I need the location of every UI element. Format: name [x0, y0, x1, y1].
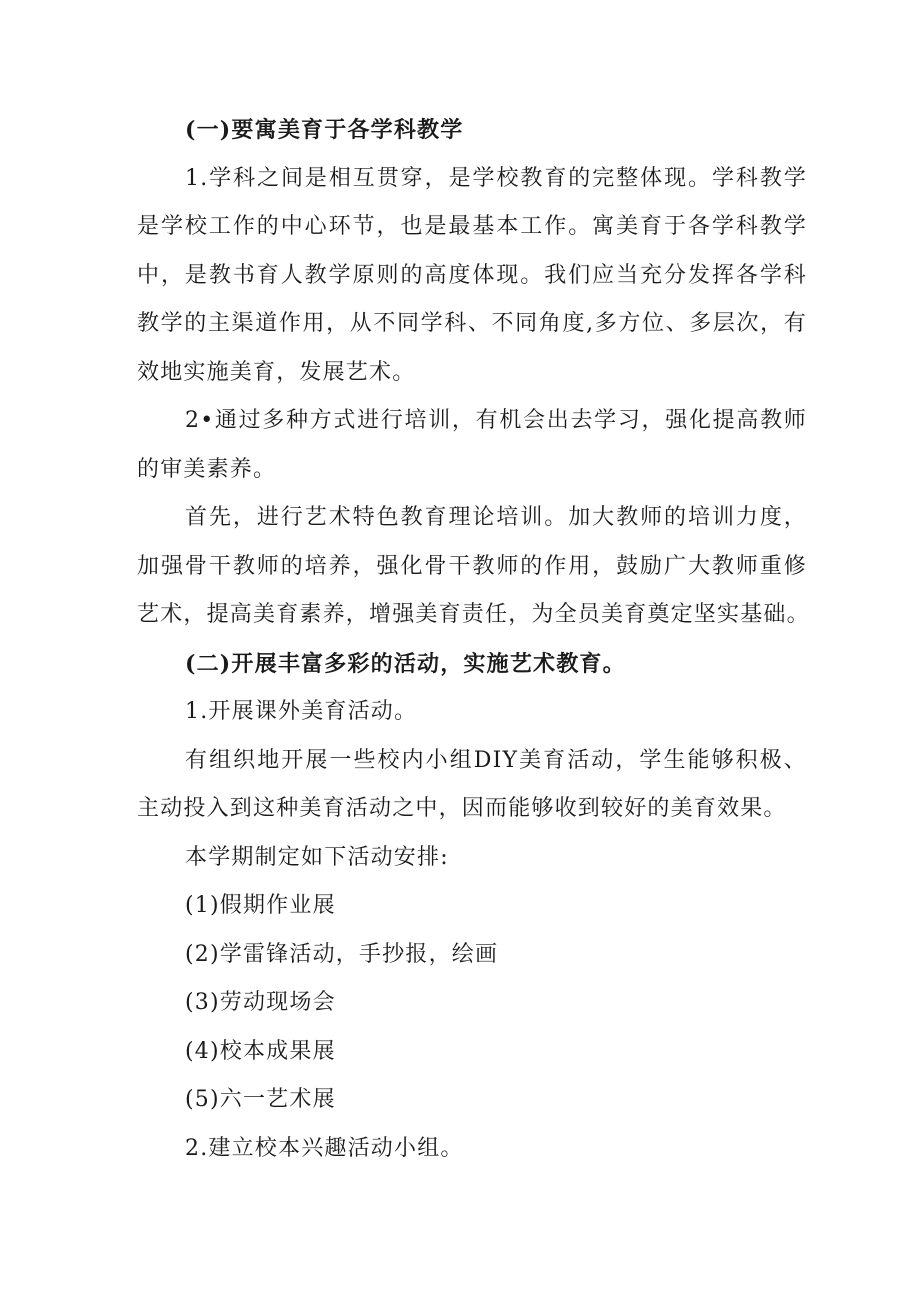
text-line: 主动投入到这种美育活动之中，因而能够收到较好的美育效果。	[137, 796, 787, 821]
text-line: 艺术，提高美育素养，增强美育责任，为全员美育奠定坚实基础。	[137, 602, 810, 627]
section-heading: (一)要寓美育于各学科教学	[185, 117, 464, 143]
text-line: 本学期制定如下活动安排:	[185, 844, 449, 870]
section-heading: (二)开展丰富多彩的活动，实施艺术教育。	[185, 650, 626, 677]
text-line: (2)学雷锋活动，手抄报，绘画	[185, 941, 499, 967]
text-line: 首先，进行艺术特色教育理论培训。加大教师的培训力度，	[185, 505, 807, 530]
text-line: 1.学科之间是相互贯穿，是学校教育的完整体现。学科教学	[185, 165, 807, 191]
text-line: 加强骨干教师的培养，强化骨干教师的作用，鼓励广大教师重修	[137, 553, 807, 579]
text-line: (4)校本成果展	[185, 1038, 336, 1064]
text-line: 2.建立校本兴趣活动小组。	[185, 1135, 464, 1161]
text-line: 有组织地开展一些校内小组DIY美育活动，学生能够积极、	[185, 747, 807, 773]
text-line: 的审美素养。	[137, 456, 277, 482]
document-body	[137, 106, 810, 1173]
text-line: (5)六一艺术展	[185, 1087, 336, 1112]
text-line: 教学的主渠道作用，从不同学科、不同角度,多方位、多层次，有	[137, 311, 807, 336]
text-line: 中，是教书育人教学原则的高度体现。我们应当充分发挥各学科	[137, 262, 807, 288]
text-line: (3)劳动现场会	[185, 990, 336, 1015]
text-line: 效地实施美育，发展艺术。	[137, 359, 416, 385]
text-line: (1)假期作业展	[185, 893, 336, 918]
text-line: 2•通过多种方式进行培训，有机会出去学习，强化提高教师	[185, 408, 807, 433]
text-line: 1.开展课外美育活动。	[185, 699, 418, 724]
text-line: 是学校工作的中心环节，也是最基本工作。寓美育于各学科教学	[137, 214, 807, 239]
